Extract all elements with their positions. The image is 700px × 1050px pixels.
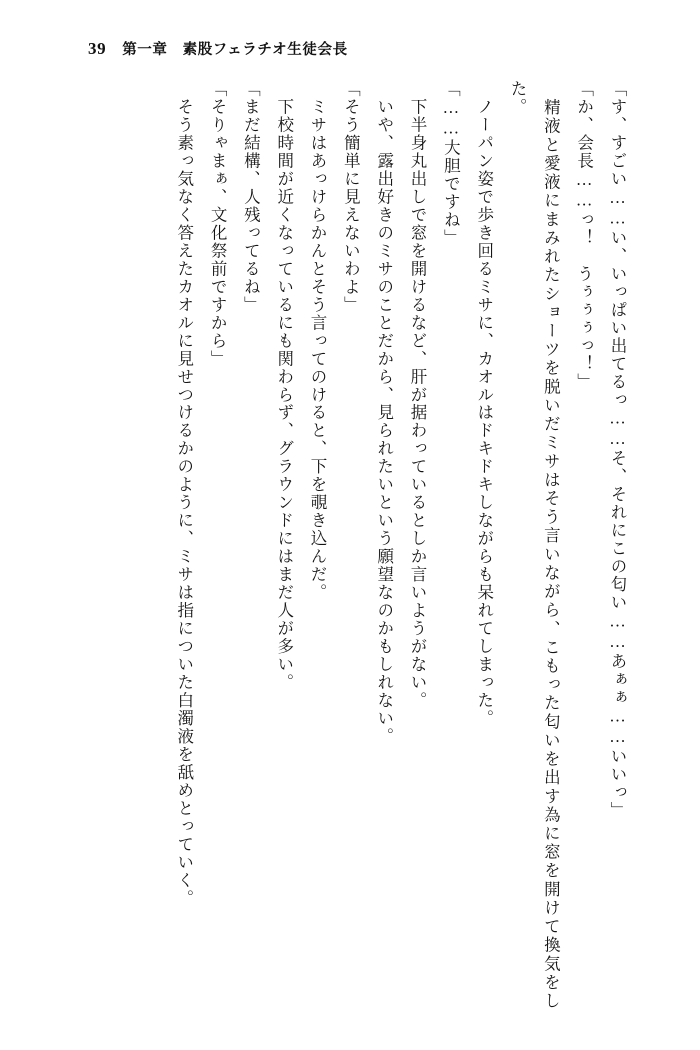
body-paragraph: 「す、すごい……い、いっぱい出てるっ……そ、それにこの匂い……あぁぁ……いいっ」	[608, 80, 627, 820]
body-text-area	[78, 80, 634, 1010]
body-paragraph: 「まだ結構、人残ってるね」	[241, 80, 261, 314]
body-paragraph: いや、露出好きのミサのことだから、見られたいという願望なのかもしれない。	[374, 80, 394, 746]
body-paragraph: 下校時間が近くなっているにも関わらず、グラウンドにはまだ人が多い。	[274, 80, 294, 692]
chapter-title: 第一章 素股フェラチオ生徒会長	[122, 42, 348, 58]
body-paragraph: 「そう簡単に見えないわよ」	[341, 80, 361, 314]
body-paragraph: 「そりゃまぁ、文化祭前ですから」	[208, 80, 228, 368]
body-paragraph: 精液と愛液にまみれたショーツを脱いだミサはそう言いながら、こもった匂いを出す為に窓を開けて換気をした。	[508, 80, 561, 1010]
body-paragraph: 「……大胆ですね」	[441, 80, 461, 247]
page-number: 39	[88, 39, 107, 58]
body-paragraph: そう素っ気なく答えたカオルに見せつけるかのように、ミサは指についた白濁液を舐めとっていく。	[174, 80, 194, 908]
body-paragraph: 「か、会長……っ！ うぅぅぅっ！」	[574, 80, 594, 391]
body-paragraph: ノーパン姿で歩き回るミサに、カオルはドキドキしながらも呆れてしまった。	[474, 80, 494, 728]
body-paragraph: 下半身丸出しで窓を開けるなど、肝が据わっているとしか言いようがない。	[408, 80, 428, 710]
page-header	[88, 38, 620, 62]
body-paragraph: ミサはあっけらかんとそう言ってのけると、下を覗き込んだ。	[308, 80, 328, 602]
vertical-body-text	[78, 80, 634, 1010]
